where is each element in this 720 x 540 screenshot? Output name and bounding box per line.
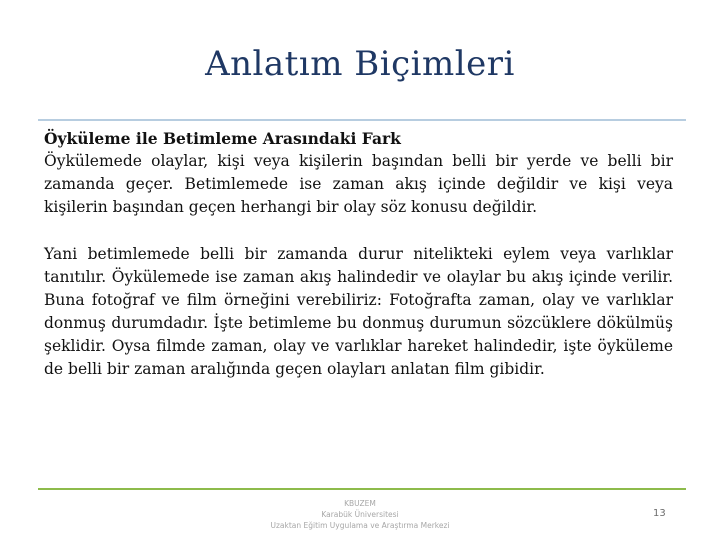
slide-content <box>44 127 673 381</box>
page-number: 13 <box>653 508 666 519</box>
title-divider <box>38 119 686 121</box>
paragraph-spacer <box>44 219 673 243</box>
footer-info <box>210 498 510 531</box>
footer-line-2: Karabük Üniversitesi <box>321 510 399 519</box>
paragraph-1: Öykülemede olaylar, kişi veya kişilerin başından belli bir yerde ve belli bir zamanda geçer. Betimlemede ise zaman akış içinde değildir ve kişi veya kişilerin başından geçen herhangi bir olay söz konusu değildir. <box>44 152 673 216</box>
slide-title: Anlatım Biçimleri <box>205 44 515 84</box>
footer-line-1: KBUZEM <box>344 499 376 508</box>
footer-line-3: Uzaktan Eğitim Uygulama ve Araştırma Merkezi <box>270 521 450 530</box>
paragraph-2: Yani betimlemede belli bir zamanda durur nitelikteki eylem veya varlıklar tanıtılır. Öykülemede ise zaman akış halindedir ve olaylar bu akış içinde verilir. Buna fotoğraf ve film örneğini verebiliriz: Fotoğrafta zaman, olay ve varlıklar donmuş durumdadır. İşte betimleme bu donmuş durumun sözcüklere dökülmüş şeklidir. Oysa filmde zaman, olay ve varlıklar hareket halindedir, işte öyküleme de belli bir zaman aralığında geçen olayları anlatan film gibidir. <box>44 245 673 378</box>
footer-divider <box>38 488 686 490</box>
section-heading: Öyküleme ile Betimleme Arasındaki Fark <box>44 129 401 148</box>
